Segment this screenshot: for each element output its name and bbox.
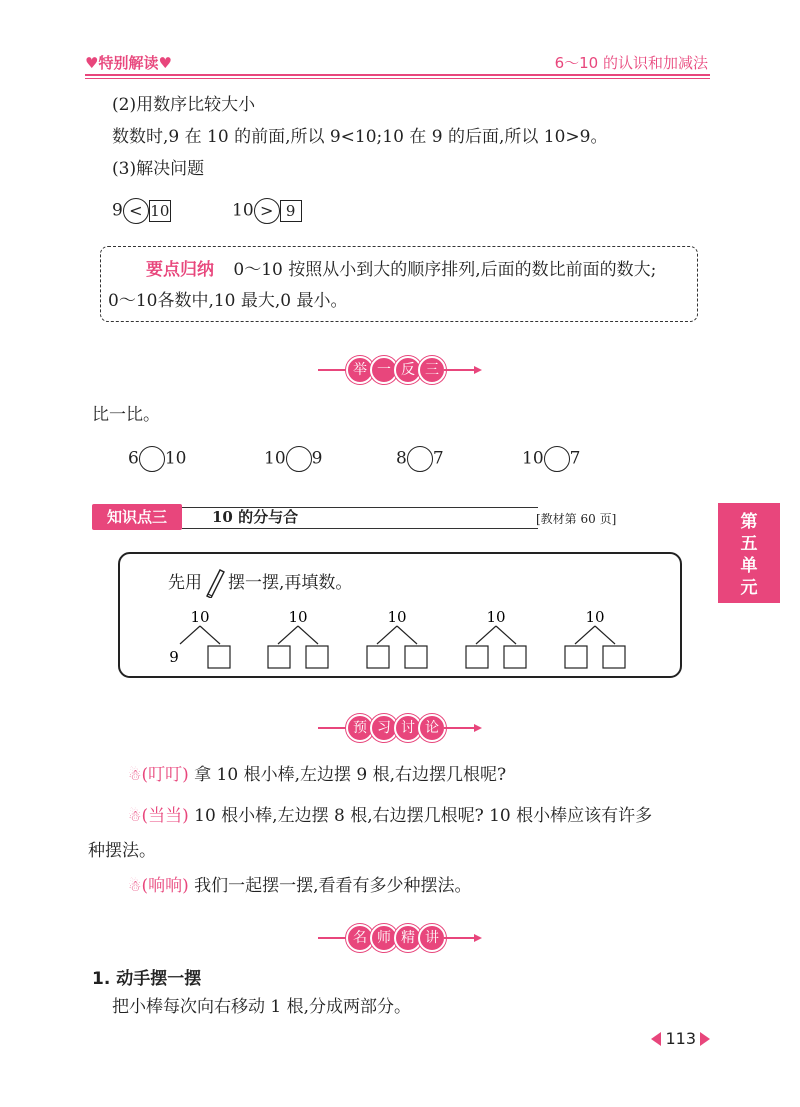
header-chapter-title: 6～10 的认识和加减法 <box>554 54 708 72</box>
solve-b: 10 <box>150 202 170 220</box>
compare-answer-circle[interactable] <box>286 446 312 472</box>
compare-title: 比一比。 <box>92 405 160 425</box>
task-instruction <box>168 568 352 598</box>
page-number: 113 <box>665 1029 696 1048</box>
solve-b: 9 <box>280 200 302 222</box>
answer-box[interactable] <box>603 646 625 668</box>
banner-char: 一 <box>370 356 398 384</box>
dialog-line-1 <box>128 764 506 786</box>
banner-yu-xi-tao-lun <box>318 714 482 742</box>
solve-a: 10 <box>232 200 254 221</box>
unit-side-tab <box>718 503 780 603</box>
banner-char: 精 <box>394 924 422 952</box>
speaker-name: (叮叮) <box>141 765 189 785</box>
dialog-line-2-cont: 种摆法。 <box>88 841 156 861</box>
tree-top: 10 <box>585 608 605 626</box>
banner-char: 名 <box>346 924 374 952</box>
dialog-text: 拿 10 根小棒,左边摆 9 根,右边摆几根呢? <box>194 765 507 785</box>
banner-char: 习 <box>370 714 398 742</box>
task-post: 摆一摆,再填数。 <box>228 573 353 593</box>
tree-left: 9 <box>169 648 179 666</box>
side-tab-char: 单 <box>740 556 758 576</box>
banner-char: 预 <box>346 714 374 742</box>
answer-box[interactable] <box>208 646 230 668</box>
banner-char: 讨 <box>394 714 422 742</box>
answer-box[interactable] <box>306 646 328 668</box>
compare-answer-circle[interactable] <box>407 446 433 472</box>
banner-line <box>444 727 474 729</box>
compare-a: 8 <box>396 448 407 469</box>
side-tab-char: 元 <box>740 578 758 598</box>
answer-box[interactable] <box>466 646 488 668</box>
side-tab-char: 第 <box>740 512 758 532</box>
banner-line <box>318 727 348 729</box>
dialog-text: 我们一起摆一摆,看看有多少种摆法。 <box>194 876 472 896</box>
compare-answer-circle[interactable] <box>139 446 165 472</box>
answer-box[interactable] <box>405 646 427 668</box>
answer-box[interactable] <box>367 646 389 668</box>
compare-b: 7 <box>432 448 444 469</box>
dialog-text: 10 根小棒,左边摆 8 根,右边摆几根呢? 10 根小棒应该有许多 <box>194 806 653 826</box>
banner-char: 讲 <box>418 924 446 952</box>
knowledge-tag: 知识点三 <box>92 504 182 530</box>
snowman-icon: ☃ <box>128 807 142 825</box>
tree <box>367 608 427 668</box>
banner-arrow-icon <box>474 934 482 942</box>
compare-item <box>396 446 444 472</box>
banner-line <box>444 369 474 371</box>
tree-top: 10 <box>288 608 308 626</box>
compare-item <box>264 446 322 472</box>
tree <box>268 608 328 668</box>
compare-a: 10 <box>522 448 544 469</box>
solve-op: < <box>123 198 149 224</box>
banner-char: 三 <box>418 356 446 384</box>
header-rule <box>85 74 710 76</box>
speaker-name: (响响) <box>141 876 189 896</box>
header-section-label: ♥特别解读♥ <box>85 54 172 72</box>
summary-line-1 <box>146 259 656 281</box>
header-rule-thin <box>85 78 710 79</box>
solve-a: 9 <box>112 200 123 221</box>
snowman-icon: ☃ <box>128 877 142 895</box>
compare-b: 7 <box>569 448 581 469</box>
compare-b: 9 <box>311 448 323 469</box>
task-pre: 先用 <box>168 573 202 593</box>
banner-line <box>318 937 348 939</box>
banner-line <box>444 937 474 939</box>
tree <box>169 608 230 668</box>
banner-char: 师 <box>370 924 398 952</box>
dialog-line-2 <box>128 805 652 827</box>
tree <box>466 608 526 668</box>
final-section-text: 把小棒每次向右移动 1 根,分成两部分。 <box>112 997 412 1017</box>
solve-item-1 <box>112 198 171 224</box>
compare-b: 10 <box>164 448 187 469</box>
dialog-line-3 <box>128 875 472 897</box>
compare-item <box>522 446 580 472</box>
banner-char: 举 <box>346 356 374 384</box>
summary-label: 要点归纳 <box>146 260 214 280</box>
prev-triangle-icon <box>651 1032 661 1046</box>
banner-line <box>318 369 348 371</box>
speaker-name: (当当) <box>141 806 189 826</box>
banner-char: 论 <box>418 714 446 742</box>
knowledge-textbook-ref: [教材第 60 页] <box>536 512 617 526</box>
split-trees <box>160 606 660 670</box>
banner-arrow-icon <box>474 724 482 732</box>
tree <box>565 608 625 668</box>
tree-top: 10 <box>486 608 506 626</box>
tree-top: 10 <box>387 608 407 626</box>
compare-a: 6 <box>128 448 139 469</box>
answer-box[interactable] <box>504 646 526 668</box>
compare-answer-circle[interactable] <box>544 446 570 472</box>
final-section-title: 1. 动手摆一摆 <box>92 969 202 989</box>
side-tab-char: 五 <box>740 534 758 554</box>
answer-box[interactable] <box>565 646 587 668</box>
summary-text-1: 0～10 按照从小到大的顺序排列,后面的数比前面的数大; <box>233 260 657 280</box>
summary-text-2: 0～10各数中,10 最大,0 最小。 <box>108 291 348 311</box>
banner-arrow-icon <box>474 366 482 374</box>
snowman-icon: ☃ <box>128 766 142 784</box>
stick-icon <box>204 568 226 598</box>
banner-ming-shi-jing-jiang <box>318 924 482 952</box>
banner-ju-yi-fan-san <box>318 356 482 384</box>
answer-box[interactable] <box>268 646 290 668</box>
solve-op: > <box>254 198 280 224</box>
page-number-block <box>651 1029 710 1048</box>
knowledge-title: 10 的分与合 <box>212 508 299 526</box>
solve-item-2 <box>232 198 302 224</box>
banner-char: 反 <box>394 356 422 384</box>
next-triangle-icon <box>700 1032 710 1046</box>
compare-item <box>128 446 186 472</box>
tree-top: 10 <box>190 608 210 626</box>
sec2-text: 数数时,9 在 10 的前面,所以 9<10;10 在 9 的后面,所以 10>9。 <box>112 127 608 147</box>
sec2-title: (2)用数序比较大小 <box>112 95 256 115</box>
compare-a: 10 <box>264 448 286 469</box>
sec3-title: (3)解决问题 <box>112 159 205 179</box>
